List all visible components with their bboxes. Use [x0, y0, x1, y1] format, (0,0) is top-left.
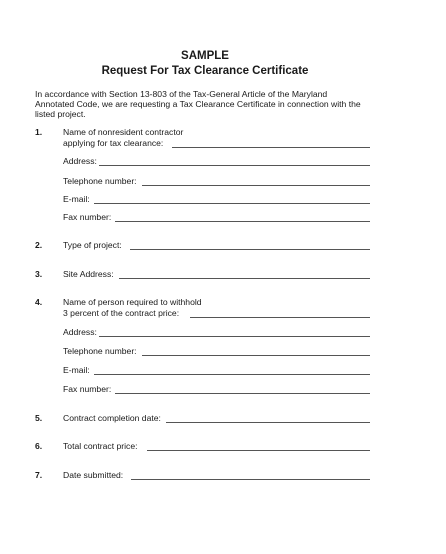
item-1-telephone-label: Telephone number: [63, 176, 137, 186]
document-title: Request For Tax Clearance Certificate [101, 65, 309, 77]
item-4-number: 4. [35, 297, 43, 307]
item-5-number: 5. [35, 413, 43, 423]
contract-price-field[interactable] [147, 450, 370, 451]
item-3-number: 3. [35, 269, 43, 279]
document-title-sample: SAMPLE [181, 50, 229, 62]
item-6-number: 6. [35, 441, 43, 451]
item-2-number: 2. [35, 240, 43, 250]
item-6-label: Total contract price: [63, 441, 138, 451]
contractor-telephone-field[interactable] [142, 185, 370, 186]
item-4-email-label: E-mail: [63, 365, 90, 375]
item-4-label-line-2: 3 percent of the contract price: [63, 308, 180, 318]
withholder-address-field[interactable] [99, 336, 370, 337]
contractor-name-field[interactable] [172, 147, 370, 148]
item-5-label: Contract completion date: [63, 413, 161, 423]
item-7-number: 7. [35, 470, 43, 480]
intro-line-2: Annotated Code, we are requesting a Tax Clearance Certificate in connection with the [35, 99, 361, 109]
item-1-email-label: E-mail: [63, 194, 90, 204]
item-1-label-line-2: applying for tax clearance: [63, 138, 164, 148]
contractor-fax-field[interactable] [115, 221, 370, 222]
item-4-telephone-label: Telephone number: [63, 346, 137, 356]
item-4-label-line-1: Name of person required to withhold [63, 297, 202, 307]
date-submitted-field[interactable] [131, 479, 370, 480]
intro-line-1: In accordance with Section 13-803 of the Tax-General Article of the Maryland [35, 89, 328, 99]
project-type-field[interactable] [130, 249, 370, 250]
item-2-label: Type of project: [63, 240, 122, 250]
item-1-address-label: Address: [63, 156, 97, 166]
item-1-fax-label: Fax number: [63, 212, 112, 222]
item-1-number: 1. [35, 127, 43, 137]
item-7-label: Date submitted: [63, 470, 124, 480]
item-4-fax-label: Fax number: [63, 384, 112, 394]
site-address-field[interactable] [119, 278, 370, 279]
item-3-label: Site Address: [63, 269, 114, 279]
completion-date-field[interactable] [166, 422, 370, 423]
intro-line-3: listed project. [35, 109, 86, 119]
contractor-email-field[interactable] [94, 203, 370, 204]
withholder-telephone-field[interactable] [142, 355, 370, 356]
withholder-fax-field[interactable] [115, 393, 370, 394]
item-1-label-line-1: Name of nonresident contractor [63, 127, 184, 137]
withholder-name-field[interactable] [190, 317, 370, 318]
withholder-email-field[interactable] [94, 374, 370, 375]
contractor-address-field[interactable] [99, 165, 370, 166]
item-4-address-label: Address: [63, 327, 97, 337]
